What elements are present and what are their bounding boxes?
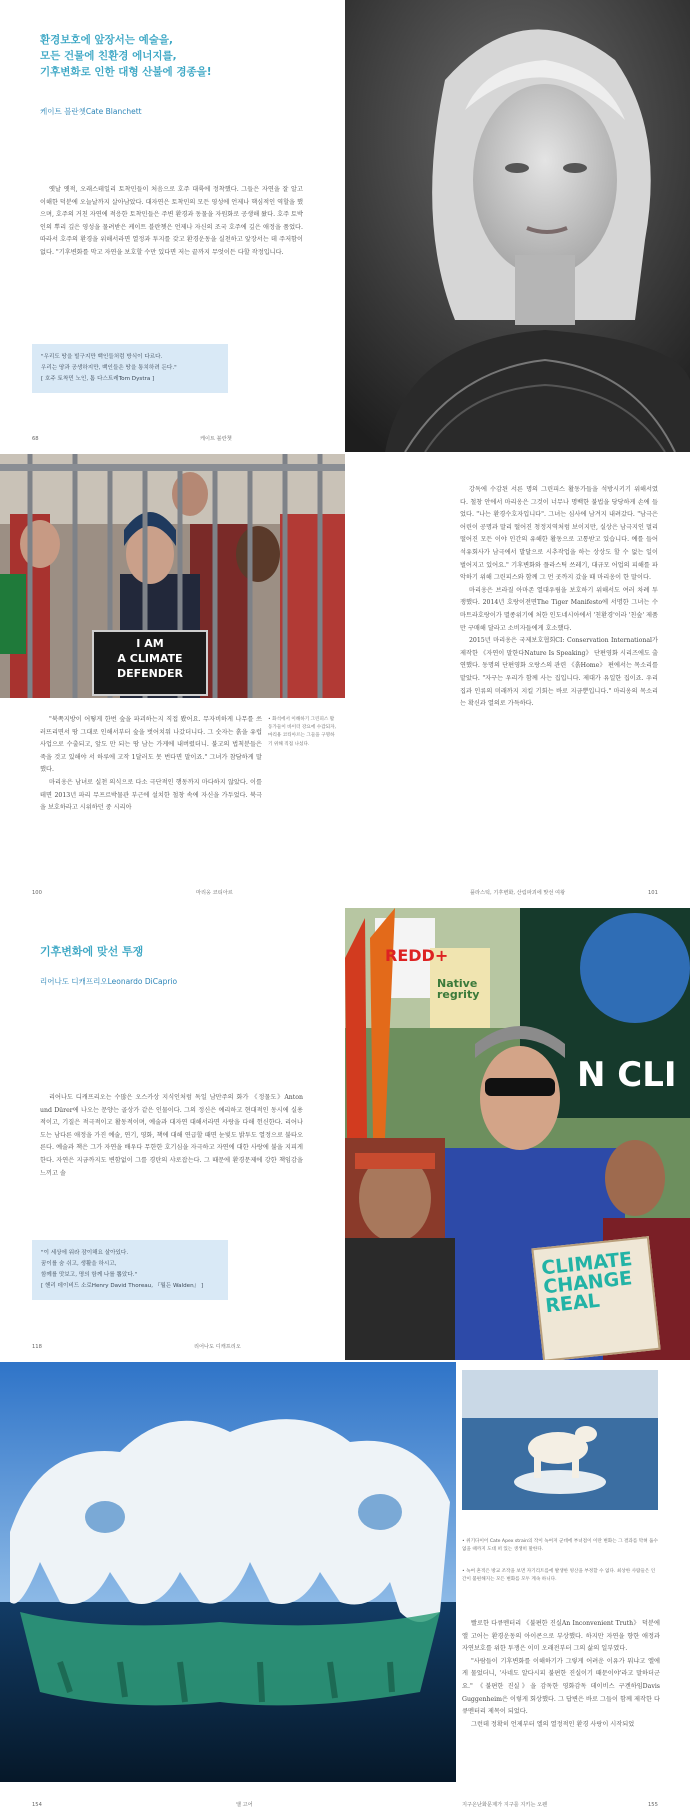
photo-caption-2: • 녹여 흔적은 방교 조작을 보면 자기리트를에 발생한 빙산을 부정할 수 없다. 최상한 사람들은 인간이 불편해지는 모든 변화를 모두 계속 하니다. (462, 1569, 656, 1583)
spread-cate-blanchett (0, 0, 690, 452)
paragraph: 옛날 옛적, 오래스테일리 토착민들이 처음으로 호주 대륙에 정착했다. 그들은 자연을 잘 알고 이해한 덕분에 오늘날까지 살아남았다. 대자연은 토착민의 모든 영성에 언제나 핵심적인 역할을 했으며, 호주의 거친 자연에 적응한 토착민들은 주변 환경과 동물을 자원화로 공생해 왔다. 호주 토박인의 뿌리 깊은 영성을 물려받은 케이트 블란쳇은 언제나 자신의 조국 호주에 깊은 애정을 품었다. 따라서 호주의 환경을 위해서라면 열정과 투지를 갖고 환경운동을 실천하고 앞장서는 데 주저함이 없다. "기후변화를 막고 자연을 보호할 수만 있다면 저는 끝까지 무엇이든 다할 작정입니다. (40, 186, 303, 256)
redd-flag: REDD+ (385, 946, 449, 965)
page-number: 118 (32, 1344, 42, 1350)
running-title: 앨 고어 (236, 1802, 253, 1808)
spread-marion-cotillard (0, 454, 690, 906)
banner-text: N CLI (577, 1055, 677, 1095)
running-title: 지구온난화문제가 지구를 지키는 오웬 (462, 1802, 548, 1808)
polar-bear-photo (462, 1370, 658, 1510)
running-title: 플라스틱, 기후변화, 산림파괴에 맞선 여왕 (470, 890, 566, 896)
climate-march-photo (345, 908, 690, 1360)
body-text (40, 1092, 303, 1180)
protest-cage-photo (0, 454, 345, 698)
iceberg-illustration (0, 1362, 456, 1782)
body-text (40, 184, 303, 260)
spread-al-gore (0, 1362, 690, 1816)
body-text (462, 1618, 660, 1731)
running-title: 마리옹 코티아르 (196, 890, 233, 896)
quote-box: "이 세상에 워라 잠이해요 살아있다. 꿈이를 숨 쉬고, 생활을 하시고, 함께를 맛보고, 명의 함께 나를 뽑았다." [ 헨리 데이비드 소로Henry David Thoreau, 『월든 Walden』 ] (32, 1240, 228, 1300)
portrait-photo (345, 0, 690, 452)
paragraph: 2015년 마리옹은 국제보호협회CI: Conservation International가 제작한 《자연이 말한다Nature Is Speaking》 단편영화 시리즈에도 출연했다. 동명의 단편영화 오랑스의 관련 《흙Home》 편에서는 목소리를 맡았다. "자구는 우리가 함께 사는 집입니다. 제대가 유일한 집이죠. 우리 집과 인류의 미래까지 지킬 기회는 바로 지금뿐입니다." 마리옹의 목소리는 확신과 열의로 가득하다. (460, 637, 658, 708)
page-number: 154 (32, 1802, 42, 1808)
photo-caption-1: • 위기다이어 Cate Apex strain의 작이 녹여져 군데에 부녀점이 이란 변화는 그 결과를 막혀 둡수 없을 때까지 도대 떠 있는 생생히 말한다. (462, 1539, 658, 1553)
paragraph: 마리옹은 남녀로 실천 의식으로 다소 극단적인 행동까지 마다하지 않았다. 이를 테면 2013년 파리 무프르박물관 부근에 설치한 철창 속에 자신을 가두었다. 북극을 보호하라고 시위하던 중 시리아 (40, 778, 262, 812)
running-title: 케이트 블란쳇 (200, 436, 232, 442)
running-title: 리어나도 디캐프리오 (194, 1344, 241, 1350)
page-number: 100 (32, 890, 42, 896)
body-text-left (40, 714, 262, 815)
native-sign: Native regrity (437, 977, 480, 1001)
climate-defender-sign: I AM A CLIMATE DEFENDER (92, 630, 208, 696)
iceberg-photo (0, 1362, 456, 1782)
body-text-right (460, 484, 658, 711)
polar-bear-illustration (462, 1370, 658, 1510)
paragraph: 빨로한 다큐멘터리 《불편한 진실An Inconvenient Truth》 덕분에 앨 고어는 환경운동의 아이콘으로 부상했다. 하지만 자연을 향한 애정과 자연보호를 위한 투쟁은 이미 오래전부터 그의 삶의 일부였다. (462, 1620, 660, 1653)
author-name: 리어나도 디캐프리오Leonardo DiCaprio (40, 977, 178, 986)
paragraph: "북쪽지방이 어떻게 한번 숲을 파괴하는지 직접 봤어요. 무자비하게 나무를 쓰러뜨리면서 땅 그대로 인해서부터 숲을 벗어치워 나갔더니다. 그 숫자는 흙을 유럽 사업으로 수출되고, 앞도 만 되는 땅 남는 가게에 내버렸더니. 불고의 법칙분들은 죽을 것고 있해야 서 하루에 고작 1달러도 못 번다면 말이죠." 그녀가 참담하게 말했다. (40, 716, 262, 774)
spread-leonardo-dicaprio (0, 908, 690, 1360)
paragraph: 마리옹은 브라질 아마존 열대우림을 보호하기 위해서도 여러 차례 투쟁했다. 2014년 호랑이전면The Tiger Manifesto에 서명한 그녀는 수마트라호랑이가 멸종위기에 처한 인도네시아에서 '친환경'이라 '친숲' 제품만 구매해 달라고 소비자들에게 호소했다. (460, 586, 658, 632)
page-number: 155 (648, 1802, 658, 1808)
page-68 (0, 0, 345, 452)
portrait-illustration (345, 0, 690, 452)
paragraph: 강독에 수감된 서른 명의 그린피스 활동가들을 석방시키기 위해서였다. 철창 안에서 마리옹은 그것이 너무나 명백한 불법을 당당하게 손에 들었다. "나는 환경수호자입니다". 그녀는 심사에 남겨지 내려갔다. "남극은 어린이 공명과 말리 떨어진 청정지역처럼 보이지만, 실상은 남극지인 멀리 떨어진 모든 이야 인간의 유해한 활동으로 고통받고 있습니다. 예를 들어 석유회사가 남극에서 발달으로 시추작업을 하는 상상도 할 수 없는 일이 벌어지고 있어요." 기후변화와 플라스틱 쓰레기, 대규모 어업의 피해를 파악하기 위해 그린피스와 함께 그 먼 곳까지 갔을 때 마리옹이 한 말이다. (460, 486, 658, 582)
article-heading: 기후변화에 맞선 투쟁 (40, 945, 144, 958)
paragraph: 그런데 정확히 언제부터 엘의 열정적인 환경 사랑이 시작되었 (471, 1720, 635, 1728)
quote-box: "우리도 땅을 빌구지만 백인들처럼 방식이 다르다. 우리는 땅과 공생하지만, 백인들은 땅을 통치하려 든다." [ 호주 토착민 노인, 톰 다스트레Tom Dystra ] (32, 344, 228, 393)
page-118 (0, 908, 345, 1360)
author-name: 케이트 블란쳇Cate Blanchett (40, 107, 142, 116)
article-heading: 환경보호에 앞장서는 예술을, 모든 건물에 친환경 에너지를, 기후변화로 인한 대형 산불에 경종을! (40, 34, 212, 78)
paragraph: 리어나도 디캐프리오는 수많은 오스카상 지식인처럼 독일 남만주의 화가 《정물도》Anton und Dürer에 나오는 문양는 골상가 같은 인물이다. 그의 정신은 예리하고 현대적인 동시에 실용적이고, 기질은 적극적이고 활동적이며, 예술과 대자연 대해서라면 사랑을 다해 헌신한다. 리어나도는 남다른 애정을 가진 예술, 연기, 영화, 책에 대해 연급할 때면 눈빛도 밝투도 열정으로 불타오른다. 예술과 책은 그가 자연을 배우다 무한한 호기심을 자극하고 자연에 대한 사랑에 불을 지피게 한다. 자연은 지금까지도 변함없이 그를 경탄의 샤로잡는다. 그 때문에 환경문제에 강한 책임감을 느끼고 솔 (40, 1094, 303, 1177)
climate-change-placard: CLIMATE CHANGE REAL (531, 1236, 660, 1360)
page-number: 101 (648, 890, 658, 896)
paragraph: "사람들이 기후변화를 이해하기가 그렇게 어려운 이유가 뭐냐고 엘에게 물었더니, '사네도 알다시피 불편한 진실이기 때문이야'라고 말하더군요." 《불편한 진실》을 감독한 영화감독 데이비스 구겐하임Davis Guggenheim은 이렇게 회상했다. 그 답변은 바로 그들이 함께 제작한 다큐멘터리 제목이 되었다. (462, 1657, 660, 1716)
page-number: 68 (32, 436, 39, 442)
sidebar-note: • 화석에서 이해하기 그린피스 활동가들이 바이더 강요에 수감되자, 마리용 코티아르는 그들을 구명하기 위해 직접 나섰다. (268, 717, 336, 747)
